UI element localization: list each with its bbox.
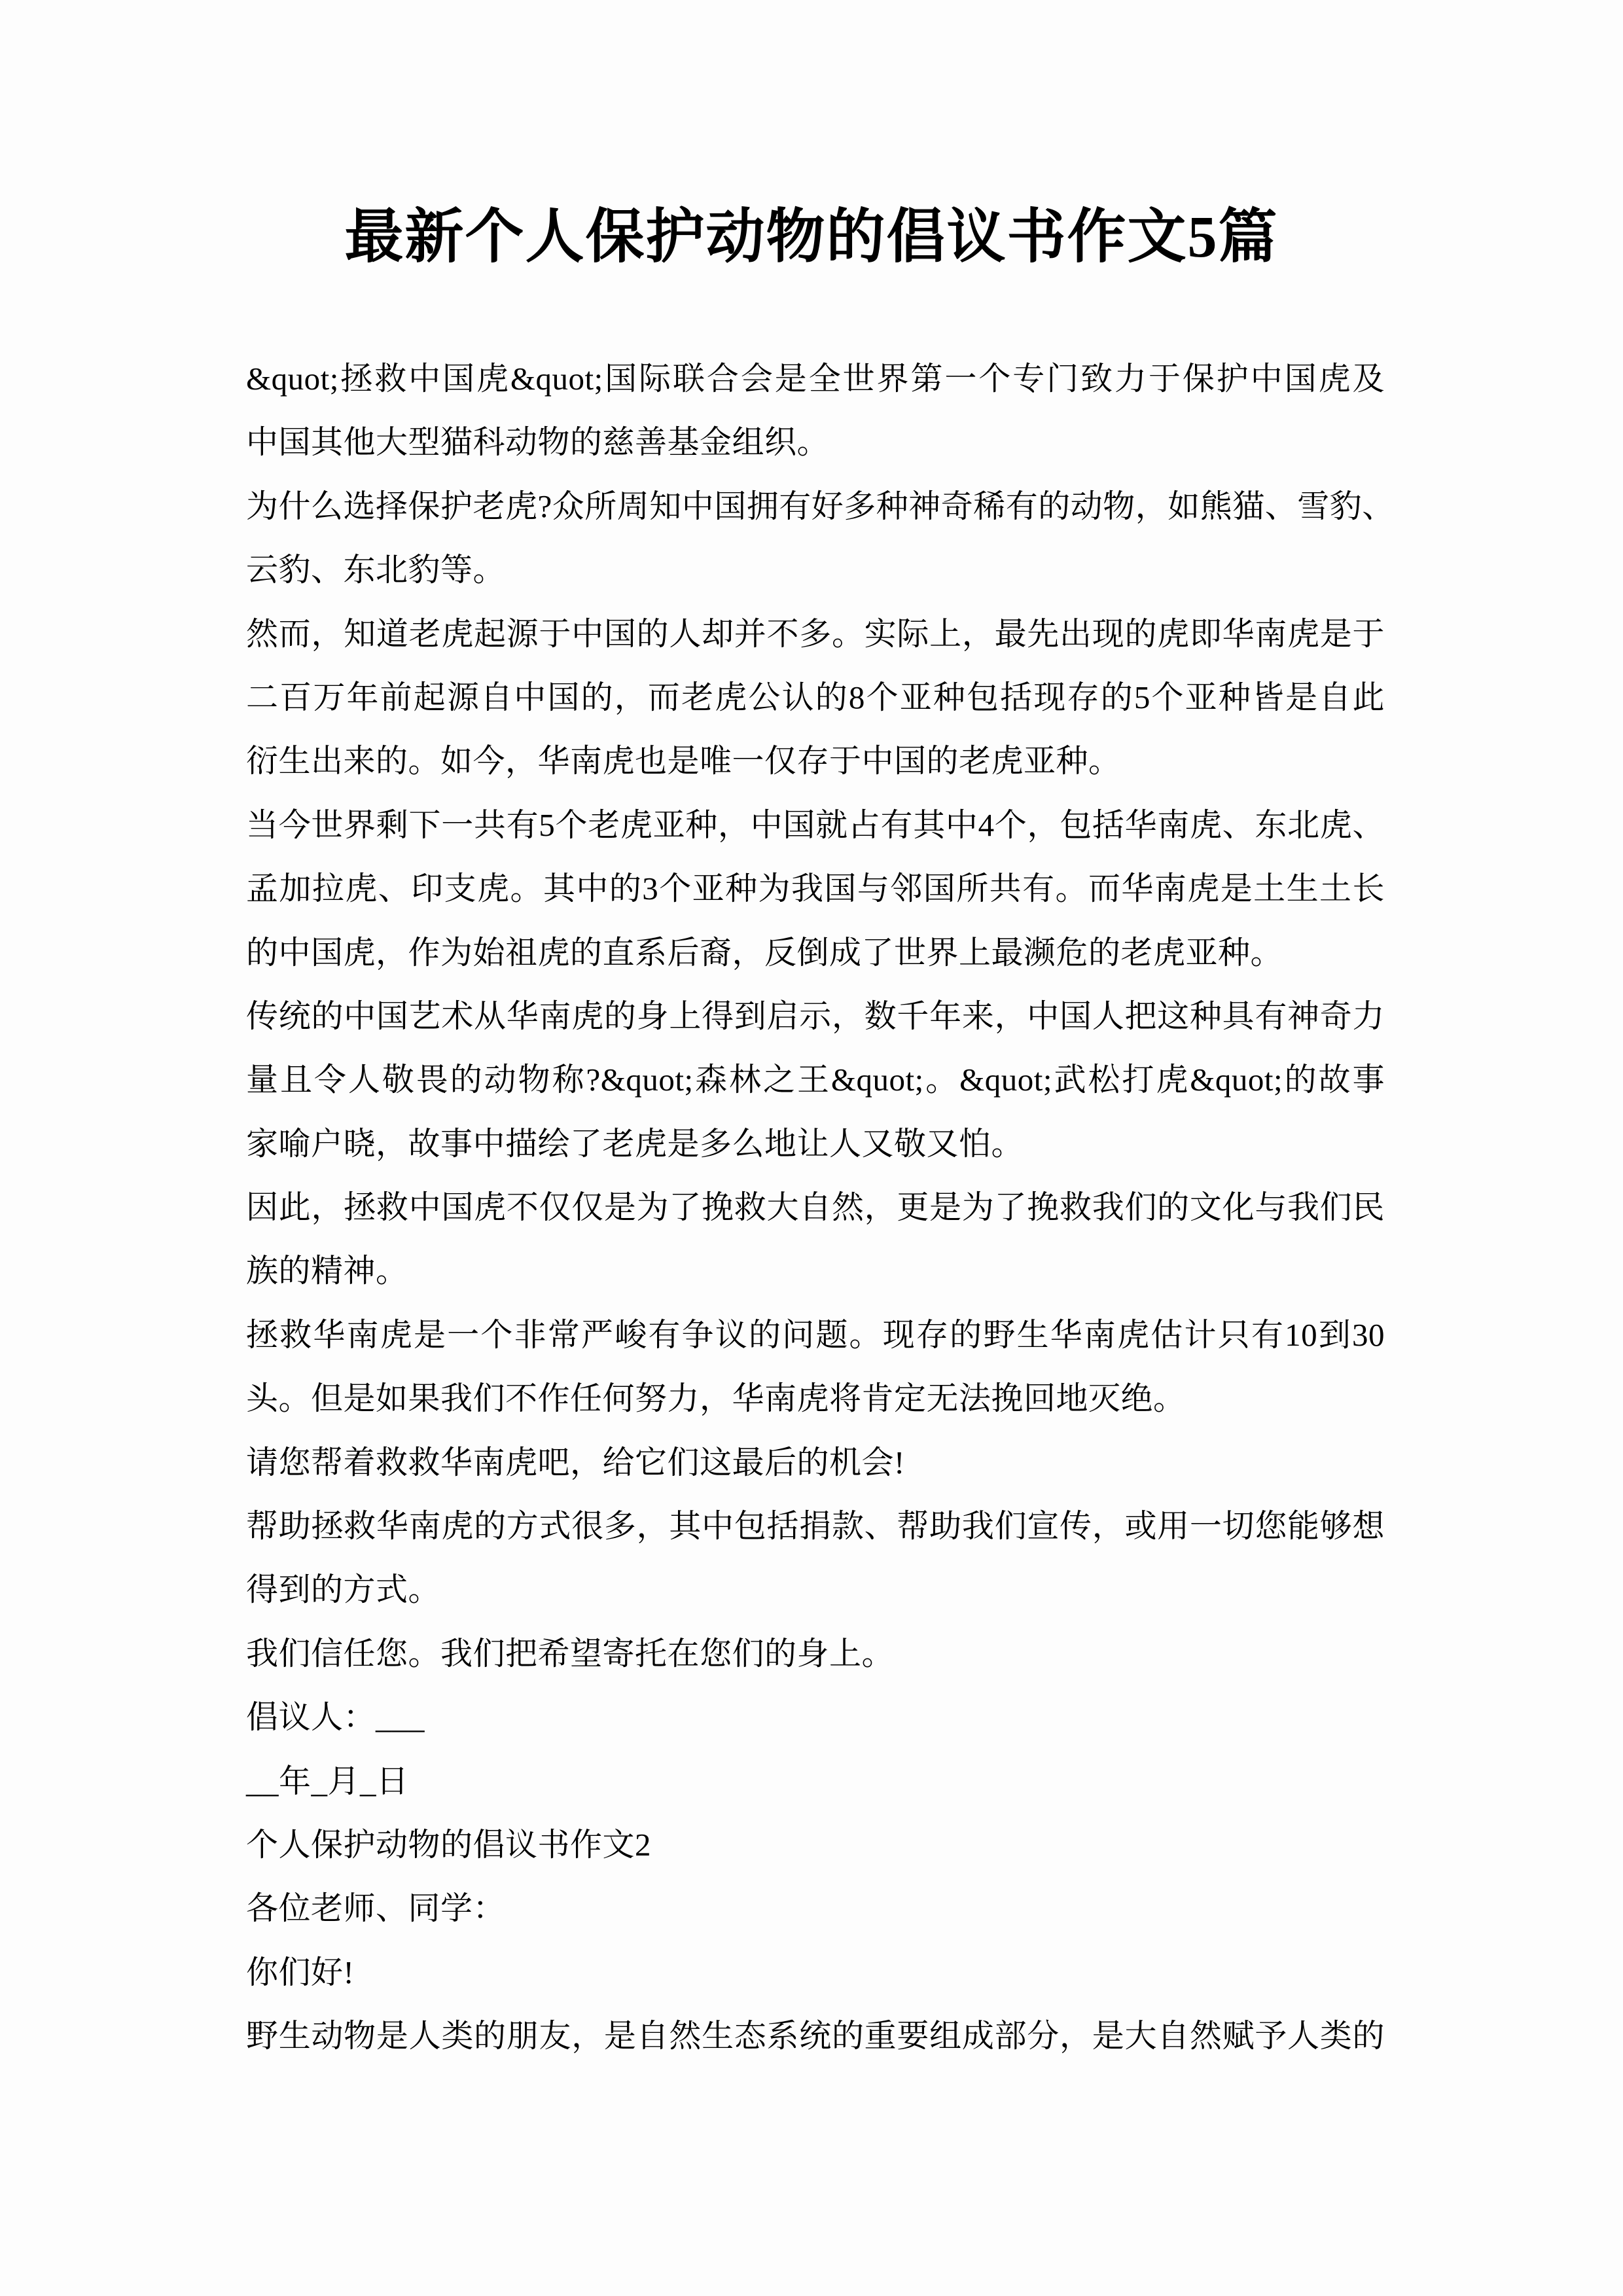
text-line: 各位老师、同学： (246, 1890, 506, 1927)
paragraph-wildlife-friends (246, 2004, 1385, 2068)
text-line: 二百万年前起源自中国的，而老虎公认的8个亚种包括现存的5个亚种皆是自此 (246, 679, 1385, 715)
text-line: 拯救华南虎是一个非常严峻有争议的问题。现存的野生华南虎估计只有10到30 (246, 1316, 1385, 1353)
text-line: 中国其他大型猫科动物的慈善基金组织。 (246, 424, 830, 461)
signature-date (246, 1749, 1385, 1813)
document-body (246, 347, 1395, 2068)
section-heading-essay-2 (246, 1813, 1385, 1876)
text-line: 传统的中国艺术从华南虎的身上得到启示，数千年来，中国人把这种具有神奇力 (246, 997, 1385, 1034)
text-line: 的中国虎，作为始祖虎的直系后裔，反倒成了世界上最濒危的老虎亚种。 (246, 934, 1283, 971)
text-line: 衍生出来的。如今，华南虎也是唯一仅存于中国的老虎亚种。 (246, 743, 1121, 780)
paragraph-subspecies (246, 793, 1385, 984)
text-line: 因此，拯救中国虎不仅仅是为了挽救大自然，更是为了挽救我们的文化与我们民 (246, 1189, 1385, 1226)
text-line: 家喻户晓，故事中描绘了老虎是多么地让人又敬又怕。 (246, 1125, 1024, 1162)
paragraph-intro (246, 347, 1385, 475)
paragraph-tiger-origin (246, 602, 1385, 793)
paragraph-therefore (246, 1175, 1385, 1303)
text-line: 为什么选择保护老虎?众所周知中国拥有好多种神奇稀有的动物，如熊猫、雪豹、 (246, 488, 1395, 524)
paragraph-trust (246, 1622, 1385, 1685)
paragraph-rescue-issue (246, 1303, 1385, 1431)
document-title: 最新个人保护动物的倡议书作文5篇 (344, 205, 1279, 270)
paragraph-culture (246, 984, 1385, 1175)
text-line: 族的精神。 (246, 1253, 408, 1289)
paragraph-ways-to-help (246, 1494, 1385, 1622)
text-line: 得到的方式。 (246, 1571, 441, 1608)
salutation (246, 1876, 1385, 1940)
text-line: 帮助拯救华南虎的方式很多，其中包括捐款、帮助我们宣传，或用一切您能够想 (246, 1508, 1385, 1545)
paragraph-plea (246, 1431, 1385, 1494)
text-line: 云豹、东北豹等。 (246, 552, 506, 588)
text-line: 你们好! (246, 1954, 355, 1990)
paragraph-why-tigers (246, 475, 1395, 602)
text-line: &quot;拯救中国虎&quot;国际联合会是全世界第一个专门致力于保护中国虎及 (246, 361, 1385, 397)
text-line: 我们信任您。我们把希望寄托在您们的身上。 (246, 1635, 895, 1672)
text-line: 然而，知道老虎起源于中国的人却并不多。实际上，最先出现的虎即华南虎是于 (246, 615, 1385, 652)
signature-initiator (246, 1685, 1385, 1749)
text-line: 请您帮着救救华南虎吧，给它们这最后的机会! (246, 1444, 905, 1480)
text-line: 个人保护动物的倡议书作文2 (246, 1826, 652, 1863)
text-line: 头。但是如果我们不作任何努力，华南虎将肯定无法挽回地灭绝。 (246, 1380, 1186, 1417)
greeting (246, 1941, 1385, 2004)
text-line: 孟加拉虎、印支虎。其中的3个亚种为我国与邻国所共有。而华南虎是土生土长 (246, 870, 1385, 907)
text-line: 量且令人敬畏的动物称?&quot;森林之王&quot;。&quot;武松打虎&quot;的故事 (246, 1062, 1385, 1098)
text-line: __年_月_日 (246, 1763, 409, 1799)
text-line: 倡议人：___ (246, 1699, 425, 1736)
text-line: 当今世界剩下一共有5个老虎亚种，中国就占有其中4个，包括华南虎、东北虎、 (246, 806, 1385, 843)
text-line: 野生动物是人类的朋友，是自然生态系统的重要组成部分，是大自然赋予人类的 (246, 2018, 1385, 2054)
